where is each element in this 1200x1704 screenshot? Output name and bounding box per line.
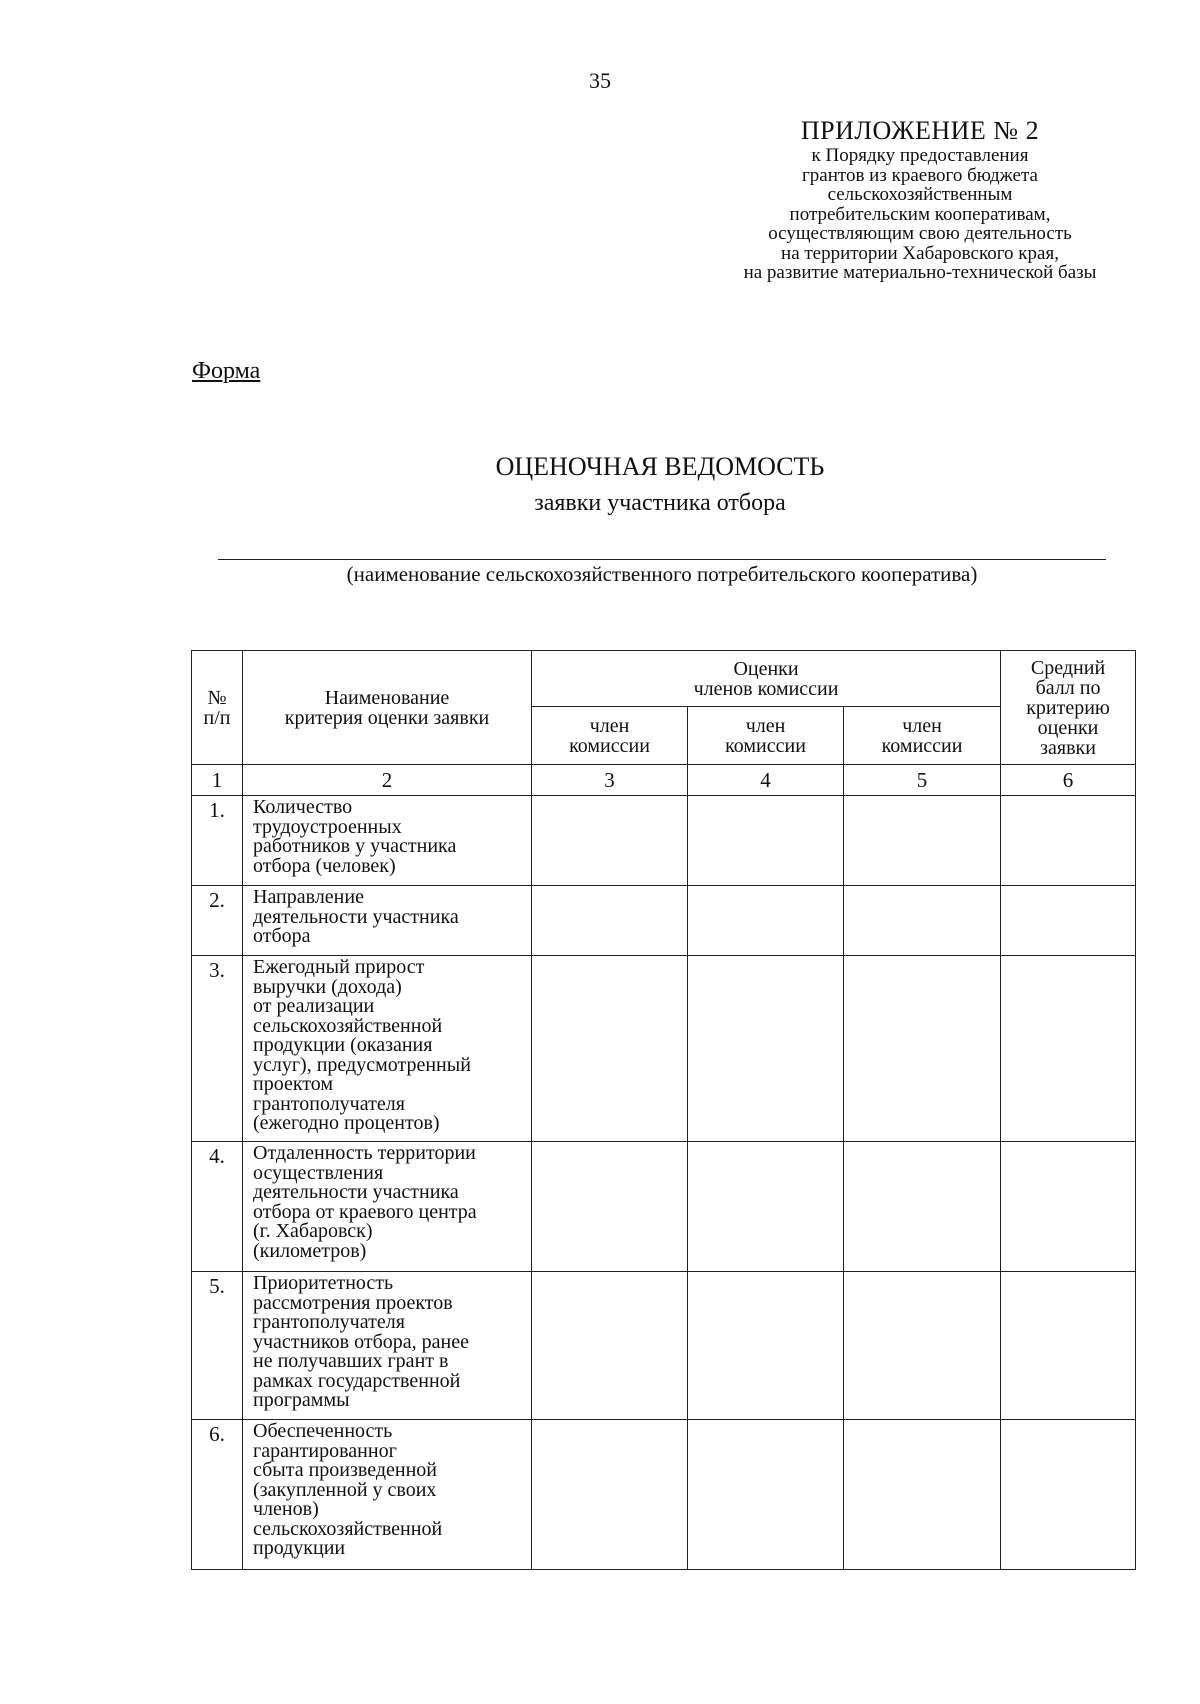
score-cell[interactable] xyxy=(844,796,1001,886)
criterion-line: продукции (оказания xyxy=(253,1034,433,1056)
page-number: 35 xyxy=(589,68,611,93)
column-number: 3 xyxy=(532,765,688,796)
appendix-line: к Порядку предоставления xyxy=(811,145,1029,166)
score-cell[interactable] xyxy=(532,1272,688,1420)
column-number: 2 xyxy=(243,765,532,796)
appendix-line: осуществляющим свою деятельность xyxy=(768,223,1072,244)
header-num-line: № xyxy=(207,686,227,709)
criterion-line: трудоустроенных xyxy=(253,815,402,838)
criterion-line: участников отбора, ранее xyxy=(253,1330,469,1353)
table-row xyxy=(192,1420,1136,1570)
score-cell[interactable] xyxy=(532,796,688,886)
criterion-line: отбора (человек) xyxy=(253,854,396,877)
score-cell[interactable] xyxy=(532,1142,688,1272)
table-row xyxy=(192,886,1136,956)
document-subtitle: заявки участника отбора xyxy=(534,490,786,516)
criterion-line: Отдаленность территории xyxy=(253,1142,476,1164)
criterion-cell xyxy=(243,1142,532,1272)
row-number: 3. xyxy=(192,956,243,1142)
average-cell[interactable] xyxy=(1001,1142,1136,1272)
average-cell[interactable] xyxy=(1001,796,1136,886)
average-cell[interactable] xyxy=(1001,956,1136,1142)
row-number: 6. xyxy=(192,1420,243,1570)
header-member-line: комиссии xyxy=(881,734,963,757)
header-average-line: критерию xyxy=(1026,696,1110,719)
score-cell[interactable] xyxy=(844,1142,1001,1272)
criterion-line: (г. Хабаровск) xyxy=(253,1220,373,1242)
form-label: Форма xyxy=(192,358,261,384)
criterion-line: деятельности участника xyxy=(253,1181,459,1203)
cooperative-name-line xyxy=(218,559,1106,560)
score-cell[interactable] xyxy=(844,956,1001,1142)
score-cell[interactable] xyxy=(688,1420,844,1570)
header-member-3 xyxy=(844,707,1001,765)
criterion-line: грантополучателя xyxy=(253,1311,405,1333)
row-number: 4. xyxy=(192,1142,243,1272)
row-number: 2. xyxy=(192,886,243,956)
criterion-line: программы xyxy=(253,1389,350,1411)
table-row xyxy=(192,1272,1136,1420)
score-cell[interactable] xyxy=(844,1272,1001,1420)
column-number: 1 xyxy=(192,765,243,796)
average-cell[interactable] xyxy=(1001,886,1136,956)
criterion-line: Направление xyxy=(253,886,364,908)
appendix-line: потребительским кооперативам, xyxy=(789,203,1051,225)
average-cell[interactable] xyxy=(1001,1272,1136,1420)
criterion-line: работников у участника xyxy=(253,835,457,857)
header-average-line: балл по xyxy=(1035,676,1101,699)
evaluation-table xyxy=(191,650,1136,1570)
header-member-line: комиссии xyxy=(569,734,650,757)
criterion-line: рассмотрения проектов xyxy=(253,1291,453,1314)
score-cell[interactable] xyxy=(688,1272,844,1420)
header-ratings xyxy=(532,651,1001,707)
appendix-line: сельскохозяйственным xyxy=(827,184,1013,205)
criterion-line: продукции xyxy=(253,1537,346,1559)
criterion-line: отбора от краевого центра xyxy=(253,1200,477,1223)
criterion-cell xyxy=(243,886,532,956)
header-average xyxy=(1001,651,1136,765)
header-member-2 xyxy=(688,707,844,765)
score-cell[interactable] xyxy=(532,956,688,1142)
average-cell[interactable] xyxy=(1001,1420,1136,1570)
criterion-line: (километров) xyxy=(253,1239,367,1262)
criterion-line: от реализации xyxy=(253,995,375,1017)
header-member-line: член xyxy=(902,714,942,737)
score-cell[interactable] xyxy=(844,886,1001,956)
score-cell[interactable] xyxy=(532,886,688,956)
column-number: 5 xyxy=(844,765,1001,796)
score-cell[interactable] xyxy=(688,956,844,1142)
criterion-line: проектом xyxy=(253,1073,334,1095)
score-cell[interactable] xyxy=(688,1142,844,1272)
header-member-line: член xyxy=(745,714,786,737)
table-row xyxy=(192,956,1136,1142)
criterion-line: отбора xyxy=(253,925,311,947)
score-cell[interactable] xyxy=(688,796,844,886)
criterion-line: грантополучателя xyxy=(253,1092,405,1115)
criterion-line: выручки (дохода) xyxy=(253,975,402,998)
row-number: 1. xyxy=(192,796,243,886)
header-average-line: заявки xyxy=(1040,736,1096,759)
header-criterion-line: Наименование xyxy=(324,686,450,709)
score-cell[interactable] xyxy=(688,886,844,956)
criterion-line: не получавших грант в xyxy=(253,1350,449,1372)
criterion-line: (ежегодно процентов) xyxy=(253,1112,440,1134)
appendix-line: на территории Хабаровского края, xyxy=(781,242,1059,264)
criterion-line: услуг), предусмотренный xyxy=(253,1053,471,1076)
appendix-block xyxy=(700,116,1140,283)
criterion-cell xyxy=(243,1272,532,1420)
criterion-line: (закупленной у своих xyxy=(253,1478,437,1501)
criterion-line: осуществления xyxy=(253,1161,384,1184)
table-row xyxy=(192,1142,1136,1272)
header-ratings-line: членов комиссии xyxy=(693,677,839,700)
appendix-line: грантов из краевого бюджета xyxy=(802,164,1038,186)
criterion-line: членов) xyxy=(253,1498,319,1520)
header-average-line: оценки xyxy=(1037,716,1099,739)
header-member-1 xyxy=(532,707,688,765)
criterion-line: сельскохозяйственной xyxy=(253,1517,443,1540)
header-num-line: п/п xyxy=(203,706,231,729)
row-number: 5. xyxy=(192,1272,243,1420)
document-title: ОЦЕНОЧНАЯ ВЕДОМОСТЬ xyxy=(495,452,825,481)
appendix-title: ПРИЛОЖЕНИЕ № 2 xyxy=(800,116,1040,145)
criterion-line: Ежегодный прирост xyxy=(253,956,425,978)
table-row xyxy=(192,796,1136,886)
criterion-cell xyxy=(243,956,532,1142)
criterion-cell xyxy=(243,1420,532,1570)
criterion-line: гарантированног xyxy=(253,1439,397,1462)
criterion-line: деятельности участника xyxy=(253,905,459,928)
column-number: 6 xyxy=(1001,765,1136,796)
score-cell[interactable] xyxy=(532,1420,688,1570)
criterion-line: рамках государственной xyxy=(253,1369,461,1392)
criterion-line: сбыта произведенной xyxy=(253,1459,438,1481)
criterion-line: Количество xyxy=(253,796,353,818)
criterion-line: сельскохозяйственной xyxy=(253,1014,443,1037)
criterion-line: Обеспеченность xyxy=(253,1420,393,1442)
header-ratings-line: Оценки xyxy=(733,657,799,680)
criterion-line: Приоритетность xyxy=(253,1272,394,1294)
header-criterion-line: критерия оценки заявки xyxy=(284,706,490,729)
header-member-line: комиссии xyxy=(725,734,806,757)
header-member-line: член xyxy=(589,714,630,737)
score-cell[interactable] xyxy=(844,1420,1001,1570)
column-number: 4 xyxy=(688,765,844,796)
appendix-line: на развитие материально-технической базы xyxy=(743,262,1097,283)
criterion-cell xyxy=(243,796,532,886)
header-num xyxy=(192,651,243,765)
header-criterion xyxy=(243,651,532,765)
header-average-line: Средний xyxy=(1030,656,1106,679)
cooperative-name-caption: (наименование сельскохозяйственного потребительского кооператива) xyxy=(346,562,978,586)
